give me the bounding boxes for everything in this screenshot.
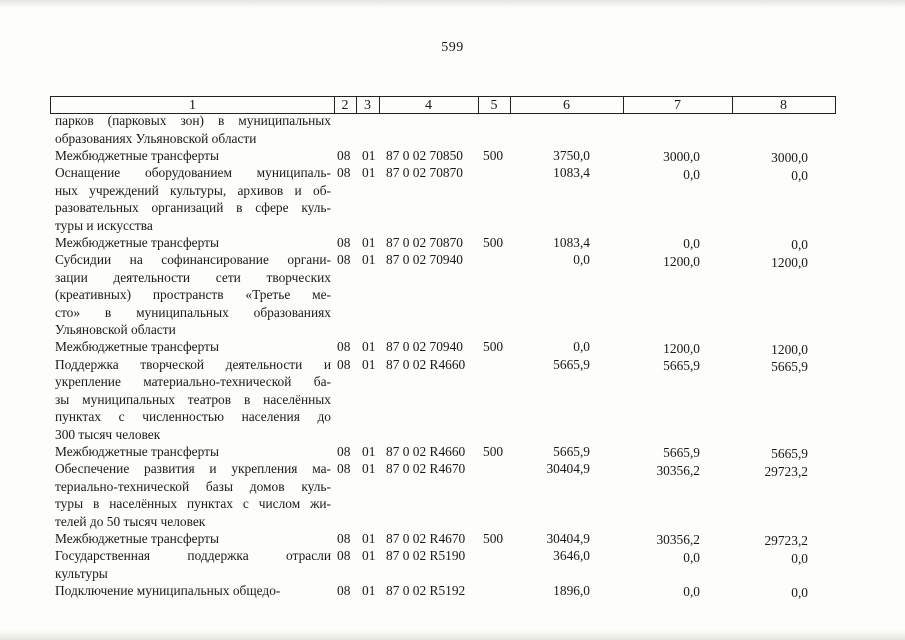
cell-c8: 1200,0 [771,341,808,357]
cell-c4: 87 0 02 70870 [386,165,463,181]
cell-c4: 87 0 02 R4670 [386,530,466,546]
cell-c3: 01 [362,582,376,598]
cell-c3: 01 [362,548,376,563]
cell-c2: 08 [337,443,351,459]
row-description-line: Межбюджетные трансферты [55,339,219,355]
row-description-line: разовательных организаций в сфере куль- [55,200,331,216]
cell-c6: 1083,4 [553,234,590,250]
row-description-line: туры и искусства [55,217,153,233]
row-description [55,251,331,339]
header-col-7: 7 [623,96,733,114]
row-description [55,234,331,252]
header-col-8: 8 [732,96,836,114]
cell-c8: 5665,9 [771,359,808,375]
cell-c4: 87 0 02 R5190 [386,548,466,563]
row-description [55,356,331,444]
row-description-line: Обеспечение развития и укрепления ма- [55,461,331,476]
cell-c3: 01 [362,147,376,163]
row-description-line: зации деятельности сети творческих [55,269,331,285]
row-description-line: ных учреждений культуры, архивов и об- [55,182,331,198]
scan-top-edge [0,0,905,8]
header-col-6: 6 [510,96,624,114]
cell-c2: 08 [337,234,351,250]
row-description-line: Ульяновской области [55,322,176,338]
cell-c6: 1896,0 [553,582,590,598]
cell-c3: 01 [362,339,376,355]
cell-c2: 08 [337,147,351,163]
cell-c8: 3000,0 [771,150,808,166]
cell-c4: 87 0 02 70850 [386,147,463,163]
cell-c6: 1083,4 [553,165,590,181]
row-description-line: териально-технической базы домов куль- [55,478,331,494]
row-description [55,547,331,582]
cell-c2: 08 [337,339,351,355]
cell-c6: 30404,9 [546,530,590,546]
cell-c7: 1200,0 [663,253,700,269]
cell-c3: 01 [362,461,376,476]
cell-c7: 0,0 [683,236,700,252]
row-description [55,443,331,461]
cell-c3: 01 [362,165,376,181]
row-description-line: Оснащение оборудованием муниципаль- [55,165,331,181]
cell-c6: 0,0 [573,252,590,268]
header-col-3: 3 [356,96,380,114]
cell-c2: 08 [337,165,351,181]
cell-c6: 30404,9 [546,461,590,476]
row-description-line: Межбюджетные трансферты [55,147,219,163]
cell-c3: 01 [362,356,376,372]
cell-c2: 08 [337,461,351,476]
header-col-4: 4 [379,96,479,114]
cell-c5: 500 [483,147,504,163]
row-description-line: телей до 50 тысяч человек [55,513,206,529]
row-description-line: Государственная поддержка отрасли [55,548,331,563]
row-description-line: пунктах с численностью населения до [55,409,331,425]
row-description-line: Межбюджетные трансферты [55,530,219,546]
cell-c8: 0,0 [791,167,808,183]
header-col-2: 2 [334,96,357,114]
cell-c8: 29723,2 [764,533,808,549]
row-description-line: зы муниципальных театров в населённых [55,391,331,407]
row-description-line: туры в населённых пунктах с числом жи- [55,496,331,511]
row-description [55,147,331,165]
cell-c7: 0,0 [683,584,700,600]
cell-c6: 5665,9 [553,356,590,372]
cell-c7: 5665,9 [663,358,700,374]
cell-c8: 0,0 [791,550,808,566]
cell-c2: 08 [337,530,351,546]
row-description [55,112,331,147]
header-col-5: 5 [478,96,511,114]
cell-c6: 3646,0 [553,548,590,563]
cell-c3: 01 [362,443,376,459]
cell-c3: 01 [362,252,376,268]
cell-c4: 87 0 02 70870 [386,234,463,250]
cell-c8: 1200,0 [771,254,808,270]
row-description-line: Подключение муниципальных общедо- [55,582,281,598]
row-description-line: 300 тысяч человек [55,426,161,442]
row-description-line: сто» в муниципальных образованиях [55,304,331,320]
cell-c4: 87 0 02 70940 [386,339,463,355]
header-col-1: 1 [50,96,335,114]
cell-c4: 87 0 02 70940 [386,252,463,268]
cell-c5: 500 [483,234,504,250]
row-description-line: укрепление материально-технической ба- [55,374,331,390]
cell-c2: 08 [337,582,351,598]
row-description-line: (креативных) пространств «Третье ме- [55,287,331,303]
row-description-line: Субсидии на софинансирование органи- [55,252,331,268]
cell-c6: 0,0 [573,339,590,355]
cell-c8: 29723,2 [764,463,808,479]
row-description [55,460,331,530]
cell-c3: 01 [362,530,376,546]
row-description-line: образованиях Ульяновской области [55,130,257,146]
row-description [55,164,331,234]
cell-c7: 3000,0 [663,149,700,165]
cell-c4: 87 0 02 R4660 [386,356,466,372]
row-description-line: Межбюджетные трансферты [55,443,219,459]
scan-bottom-edge [0,630,905,640]
cell-c3: 01 [362,234,376,250]
cell-c7: 0,0 [683,166,700,182]
row-description-line: Поддержка творческой деятельности и [55,356,331,372]
cell-c7: 1200,0 [663,340,700,356]
cell-c8: 0,0 [791,237,808,253]
cell-c2: 08 [337,252,351,268]
row-description-line: Межбюджетные трансферты [55,234,219,250]
cell-c8: 5665,9 [771,446,808,462]
cell-c7: 30356,2 [656,532,700,548]
cell-c7: 30356,2 [656,462,700,478]
cell-c4: 87 0 02 R4660 [386,443,466,459]
row-description-line: парков (парковых зон) в муниципальных [55,113,331,128]
cell-c2: 08 [337,548,351,563]
cell-c4: 87 0 02 R5192 [386,582,466,598]
cell-c5: 500 [483,339,504,355]
page-number: 599 [441,40,464,55]
cell-c7: 5665,9 [663,445,700,461]
cell-c6: 3750,0 [553,147,590,163]
cell-c2: 08 [337,356,351,372]
cell-c8: 0,0 [791,585,808,601]
row-description [55,530,331,548]
cell-c4: 87 0 02 R4670 [386,461,466,476]
row-description [55,338,331,356]
cell-c6: 5665,9 [553,443,590,459]
row-description [55,582,331,600]
cell-c5: 500 [483,530,504,546]
cell-c7: 0,0 [683,549,700,565]
cell-c5: 500 [483,443,504,459]
row-description-line: культуры [55,565,108,581]
